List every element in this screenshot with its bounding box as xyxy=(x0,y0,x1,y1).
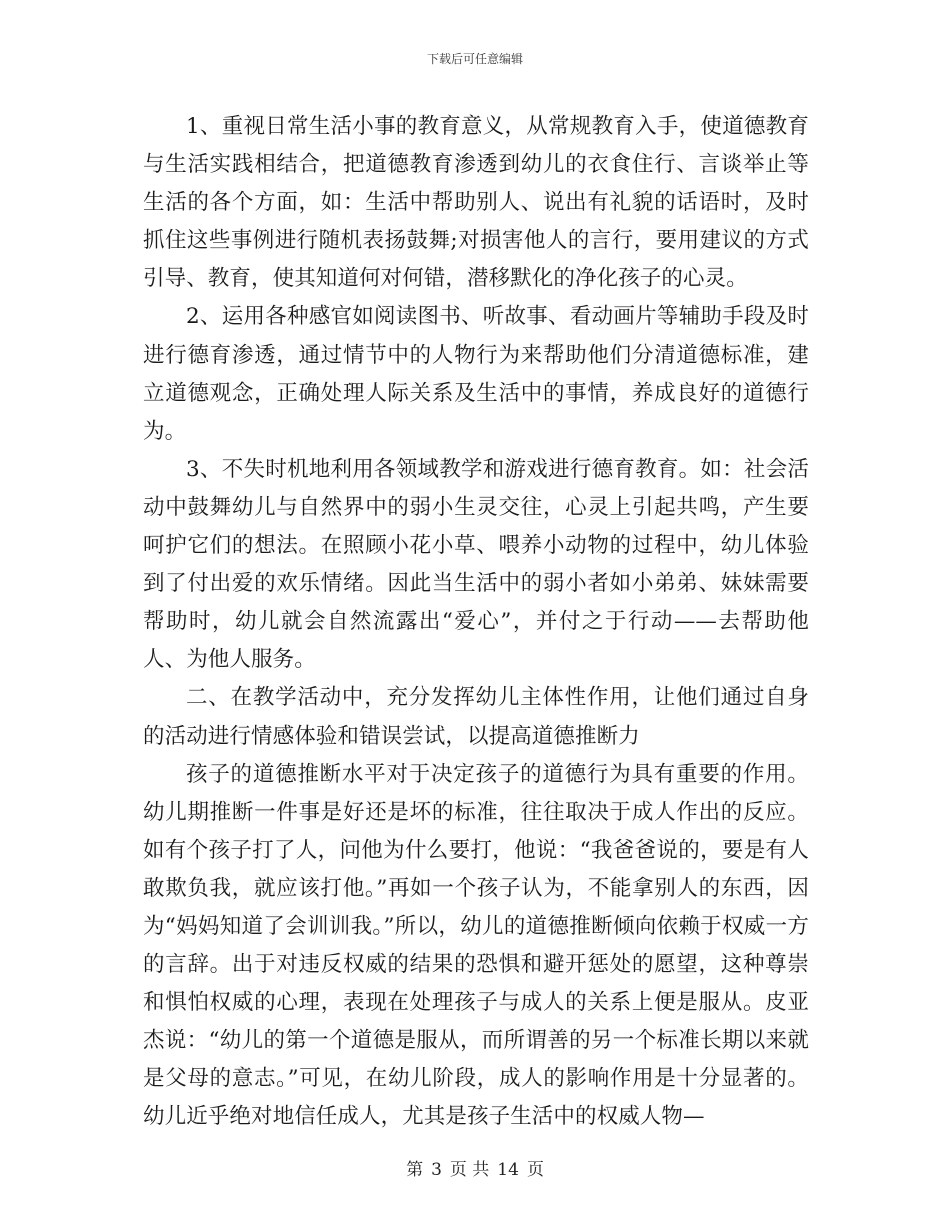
paragraph-1: 1、重视日常生活小事的教育意义，从常规教育入手，使道德教育与生活实践相结合，把道德教育渗透到幼儿的衣食住行、言谈举止等生活的各个方面，如：生活中帮助别人、说出有礼貌的话语时，及时抓住这些事例进行随机表扬鼓舞;对损害他人的言行，要用建议的方式引导、教育，使其知道何对何错，潜移默化的净化孩子的心灵。 xyxy=(143,114,809,292)
footer-page-suffix: 页 xyxy=(526,1160,544,1180)
paragraph-5: 孩子的道德推断水平对于决定孩子的道德行为具有重要的作用。幼儿期推断一件事是好还是坏的标准，往往取决于成人作出的反应。如有个孩子打了人，问他为什么要打，他说：“我爸爸说的，要是有人敢欺负我，就应该打他。”再如一个孩子认为，不能拿别人的东西，因为“妈妈知道了会训训我。”所以，幼儿的道德推断倾向依赖于权威一方的言辞。出于对违反权威的结果的恐惧和避开惩处的愿望，这种尊崇和惧怕权威的心理，表现在处理孩子与成人的关系上便是服从。皮亚杰说：“幼儿的第一个道德是服从，而所谓善的另一个标准长期以来就是父母的意志。”可见，在幼儿阶段，成人的影响作用是十分显著的。幼儿近乎绝对地信任成人，尤其是孩子生活中的权威人物— xyxy=(143,761,809,1130)
paragraph-3: 3、不失时机地利用各领域教学和游戏进行德育教育。如：社会活动中鼓舞幼儿与自然界中的弱小生灵交往，心灵上引起共鸣，产生要呵护它们的想法。在照顾小花小草、喂养小动物的过程中，幼儿体验到了付出爱的欢乐情绪。因此当生活中的弱小者如小弟弟、妹妹需要帮助时，幼儿就会自然流露出“爱心”，并付之于行动——去帮助他人、为他人服务。 xyxy=(143,456,809,673)
paragraph-2: 2、运用各种感官如阅读图书、听故事、看动画片等辅助手段及时进行德育渗透，通过情节中的人物行为来帮助他们分清道德标准，建立道德观念，正确处理人际关系及生活中的事情，养成良好的道德行为。 xyxy=(143,304,809,444)
document-body xyxy=(143,108,809,1137)
footer-page-mid: 页 共 xyxy=(449,1160,490,1180)
footer-page-total: 14 xyxy=(497,1160,519,1180)
footer-page-current: 3 xyxy=(431,1160,442,1180)
page-header: 下载后可任意编辑 xyxy=(426,52,523,66)
footer-page-label: 第 xyxy=(406,1160,424,1180)
section-heading: 二、在教学活动中，充分发挥幼儿主体性作用，让他们通过自身的活动进行情感体验和错误尝试，以提高道德推断力 xyxy=(143,685,809,749)
page-footer xyxy=(0,1155,950,1180)
